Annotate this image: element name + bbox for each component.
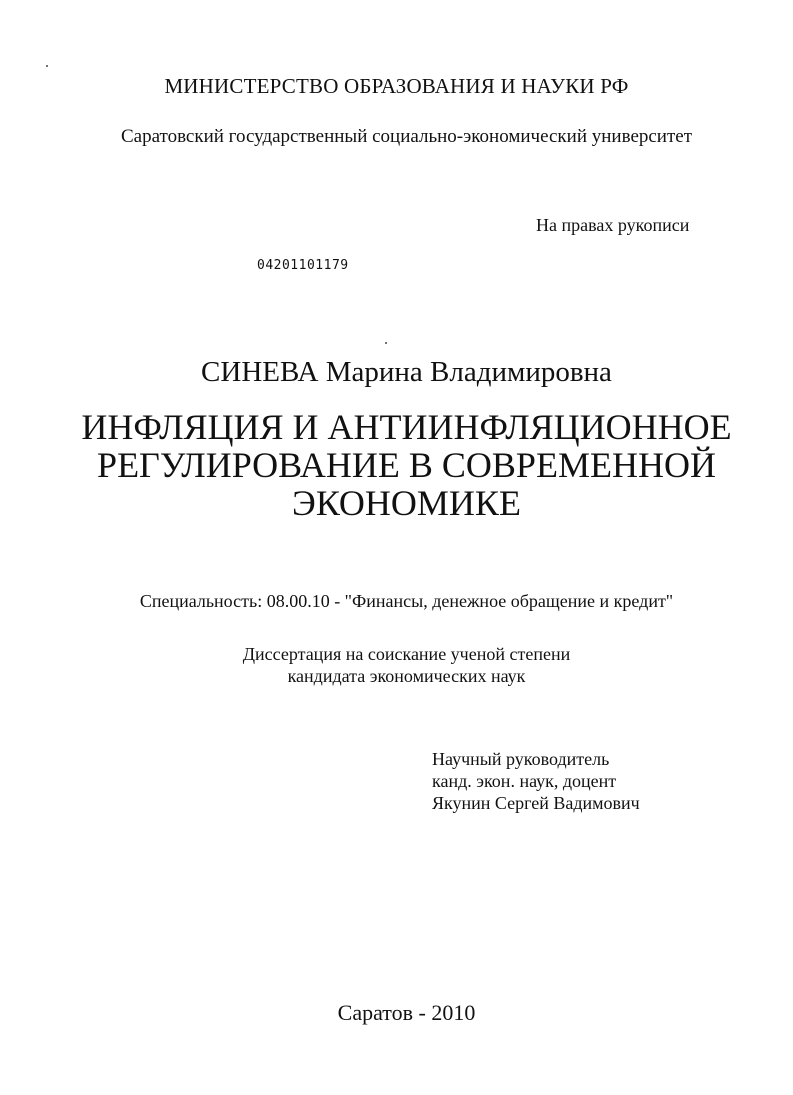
supervisor-role: Научный руководитель [432, 749, 610, 769]
title-line: ИНФЛЯЦИЯ И АНТИИНФЛЯЦИОННОЕ [81, 407, 732, 447]
degree-statement [0, 643, 793, 687]
degree-line: кандидата экономических наук [287, 666, 526, 686]
specialty-line: Специальность: 08.00.10 - "Финансы, денежное обращение и кредит" [139, 591, 674, 611]
manuscript-rights-note: На правах рукописи [536, 215, 690, 235]
city-year: Саратов - 2010 [337, 1000, 476, 1025]
ministry-heading: МИНИСТЕРСТВО ОБРАЗОВАНИЯ И НАУКИ РФ [164, 74, 629, 98]
scan-speck [46, 65, 48, 67]
university-name: Саратовский государственный социально-экономический университет [120, 126, 693, 147]
title-line: РЕГУЛИРОВАНИЕ В СОВРЕМЕННОЙ [97, 445, 716, 485]
title-line: ЭКОНОМИКЕ [292, 483, 521, 523]
scan-speck [385, 342, 387, 344]
author-name: СИНЕВА Марина Владимировна [201, 356, 612, 388]
dissertation-title [0, 408, 793, 522]
supervisor-name: Якунин Сергей Вадимович [432, 793, 640, 813]
degree-line: Диссертация на соискание ученой степени [242, 644, 571, 664]
registration-code: 04201101179 [257, 258, 349, 273]
supervisor-degree: канд. экон. наук, доцент [432, 771, 617, 791]
supervisor-block [432, 748, 640, 814]
